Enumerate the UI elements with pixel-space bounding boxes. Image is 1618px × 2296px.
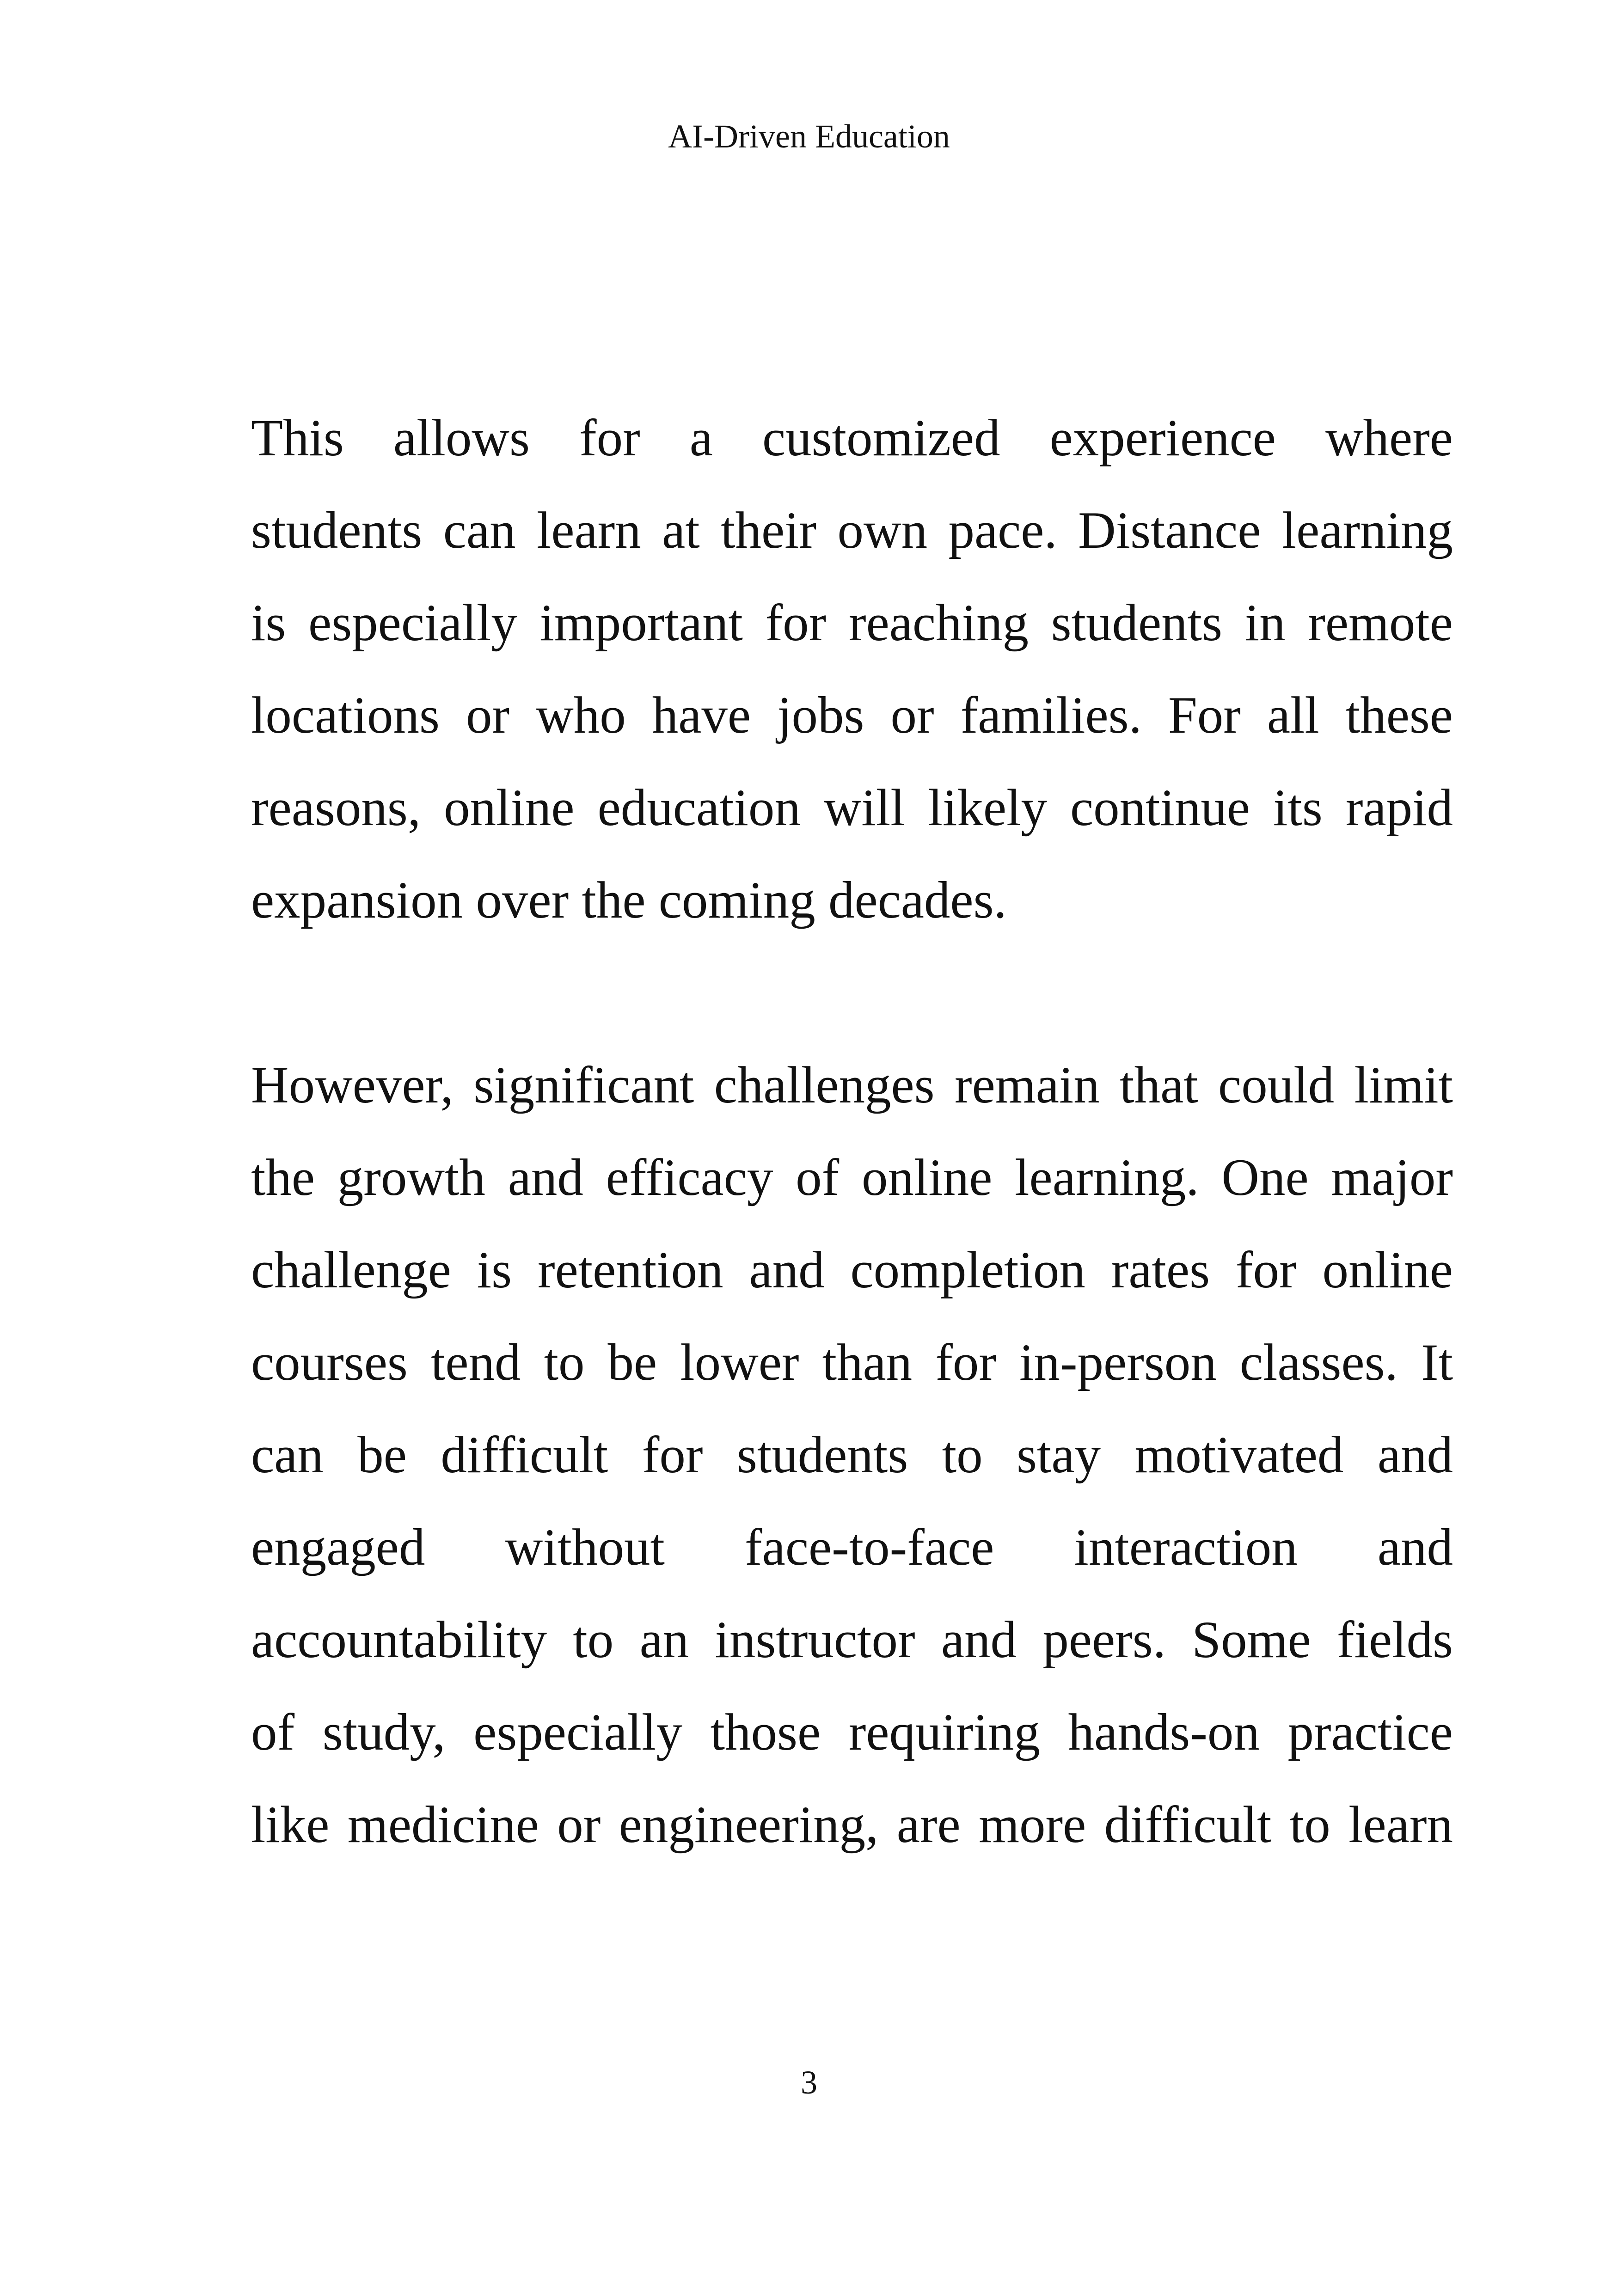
text-line: is especially important for reaching students in remote bbox=[251, 594, 1453, 652]
text-line: This allows for a customized experience where bbox=[251, 409, 1453, 467]
text-line: courses tend to be lower than for in-person classes. It bbox=[251, 1334, 1453, 1391]
text-line: like medicine or engineering, are more difficult to learn bbox=[251, 1796, 1453, 1854]
text-line: reasons, online education will likely continue its rapid bbox=[251, 779, 1453, 837]
text-line: expansion over the coming decades. bbox=[251, 871, 1007, 929]
text-line: students can learn at their own pace. Distance learning bbox=[251, 502, 1453, 559]
text-line: challenge is retention and completion rates for online bbox=[251, 1241, 1453, 1299]
text-line: locations or who have jobs or families. For all these bbox=[251, 686, 1453, 744]
text-line: However, significant challenges remain that could limit bbox=[251, 1056, 1453, 1114]
paragraph-1 bbox=[251, 392, 1453, 947]
text-line: accountability to an instructor and peers. Some fields bbox=[251, 1611, 1453, 1669]
running-header: AI-Driven Education bbox=[668, 118, 950, 155]
paragraph-gap bbox=[251, 947, 1453, 1039]
text-line: of study, especially those requiring hands-on practice bbox=[251, 1703, 1453, 1761]
text-line: engaged without face-to-face interaction and bbox=[251, 1518, 1453, 1576]
paragraph-2 bbox=[251, 1039, 1453, 1871]
page-number: 3 bbox=[801, 2064, 817, 2101]
body-text bbox=[251, 392, 1453, 1871]
text-line: the growth and efficacy of online learning. One major bbox=[251, 1149, 1453, 1206]
text-line: can be difficult for students to stay motivated and bbox=[251, 1426, 1453, 1484]
